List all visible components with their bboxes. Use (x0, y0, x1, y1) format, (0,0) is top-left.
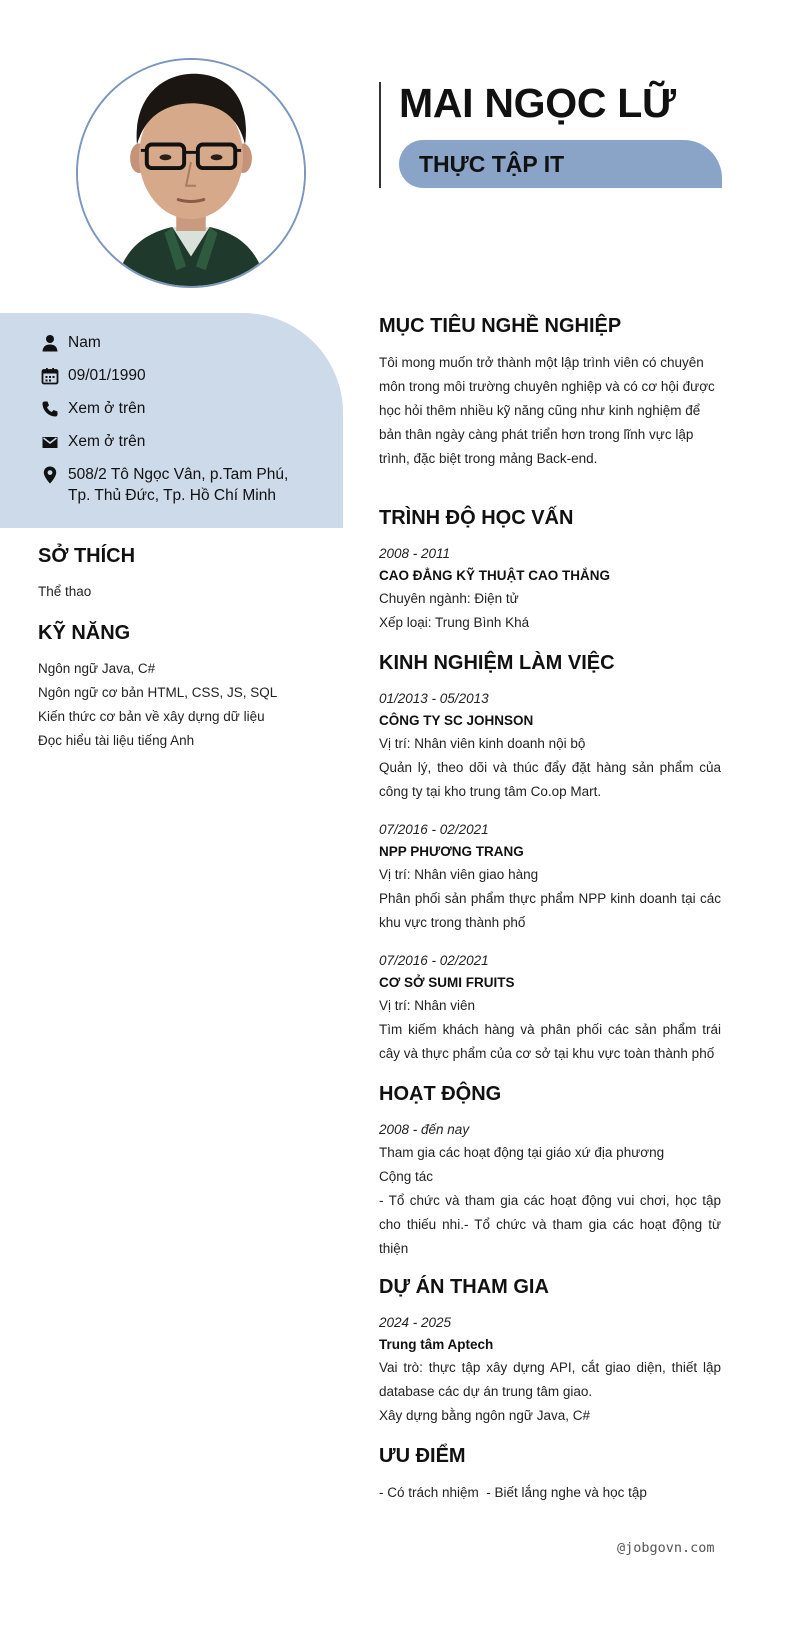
job-entry (379, 819, 721, 935)
projects-heading: DỰ ÁN THAM GIA (379, 1276, 549, 1298)
education-heading: TRÌNH ĐỘ HỌC VẤN (379, 507, 574, 529)
activity-description: - Tổ chức và tham gia các hoạt động vui chơi, học tập cho thiếu nhi.- Tổ chức và tham gia các hoạt động từ thiện (379, 1193, 721, 1256)
profile-photo (76, 58, 306, 288)
strengths-text: - Có trách nhiệm - Biết lắng nghe và học tập (379, 1485, 647, 1500)
skills-list (38, 658, 277, 754)
activity-line: Tham gia các hoạt động tại giáo xứ địa phương (379, 1145, 665, 1160)
job-company: CÔNG TY SC JOHNSON (379, 713, 534, 728)
objective-text: Tôi mong muốn trở thành một lập trình viên có chuyên môn trong môi trường chuyên nghiệp và có cơ hội được học hỏi thêm nhiều kỹ năng cũng như kinh nghiệm để bản thân ngày càng phát triển hơn trong lĩnh vực lập trình, đặc biệt trong mảng Back-end. (379, 355, 715, 466)
job-date: 01/2013 - 05/2013 (379, 691, 489, 706)
education-date: 2008 - 2011 (379, 546, 451, 561)
skills-heading: KỸ NĂNG (38, 622, 131, 644)
job-position: Vị trí: Nhân viên giao hàng (379, 867, 539, 882)
candidate-name: MAI NGỌC LỮ (399, 80, 676, 126)
contact-email: Xem ở trên (40, 431, 145, 452)
activities-heading: HOẠT ĐỘNG (379, 1083, 502, 1105)
objective-heading: MỤC TIÊU NGHỀ NGHIỆP (379, 315, 622, 337)
strengths-heading: ƯU ĐIỂM (379, 1445, 466, 1467)
contact-address: 508/2 Tô Ngọc Vân, p.Tam Phú, Tp. Thủ Đức, Tp. Hồ Chí Minh (40, 464, 308, 506)
job-description: Quản lý, theo dõi và thúc đẩy đặt hàng sản phẩm của công ty tại kho trung tâm Co.op Mart. (379, 760, 721, 799)
education-major: Chuyên ngành: Điện tử (379, 591, 519, 606)
activity-line: Cộng tác (379, 1169, 434, 1184)
location-icon (40, 465, 60, 485)
job-date: 07/2016 - 02/2021 (379, 822, 489, 837)
job-entry (379, 688, 721, 804)
activity-entry (379, 1119, 721, 1261)
job-company: NPP PHƯƠNG TRANG (379, 844, 524, 859)
job-position: Vị trí: Nhân viên (379, 998, 476, 1013)
hobbies-text: Thể thao (38, 584, 92, 599)
mail-icon (40, 432, 60, 452)
job-company: CƠ SỞ SUMI FRUITS (379, 975, 515, 990)
project-entry (379, 1312, 721, 1428)
title-divider (379, 82, 381, 188)
project-date: 2024 - 2025 (379, 1315, 452, 1330)
skill-item: Kiến thức cơ bản về xây dựng dữ liệu (38, 709, 265, 724)
skill-item: Đọc hiểu tài liệu tiếng Anh (38, 733, 195, 748)
job-entry (379, 950, 721, 1066)
activity-date: 2008 - đến nay (379, 1122, 470, 1137)
contact-phone: Xem ở trên (40, 398, 145, 419)
skill-item: Ngôn ngữ cơ bản HTML, CSS, JS, SQL (38, 685, 278, 700)
job-position: Vị trí: Nhân viên kinh doanh nội bộ (379, 736, 586, 751)
project-role: Vai trò: thực tập xây dựng API, cắt giao diện, thiết lập database các dự án trung tâm giao. (379, 1360, 721, 1399)
watermark-footer: @jobgovn.com (617, 1540, 715, 1556)
job-title-badge: THỰC TẬP IT (399, 140, 722, 188)
phone-icon (40, 399, 60, 419)
education-school: CAO ĐẲNG KỸ THUẬT CAO THẮNG (379, 568, 610, 583)
education-grade: Xếp loại: Trung Bình Khá (379, 615, 530, 630)
calendar-icon (40, 366, 60, 386)
person-icon (40, 333, 60, 353)
project-org: Trung tâm Aptech (379, 1337, 494, 1352)
hobbies-heading: SỞ THÍCH (38, 545, 136, 567)
job-description: Tìm kiếm khách hàng và phân phối các sản phẩm trái cây và thực phẩm của cơ sở tại khu vực toàn thành phố (379, 1022, 721, 1061)
project-tech: Xây dựng bằng ngôn ngữ Java, C# (379, 1408, 590, 1423)
education-entry (379, 543, 721, 635)
contact-birthdate: 09/01/1990 (40, 365, 146, 386)
experience-heading: KINH NGHIỆM LÀM VIỆC (379, 652, 615, 674)
skill-item: Ngôn ngữ Java, C# (38, 661, 156, 676)
job-date: 07/2016 - 02/2021 (379, 953, 489, 968)
contact-gender: Nam (40, 332, 101, 353)
job-description: Phân phối sản phẩm thực phẩm NPP kinh doanh tại các khu vực trong thành phố (379, 891, 721, 930)
